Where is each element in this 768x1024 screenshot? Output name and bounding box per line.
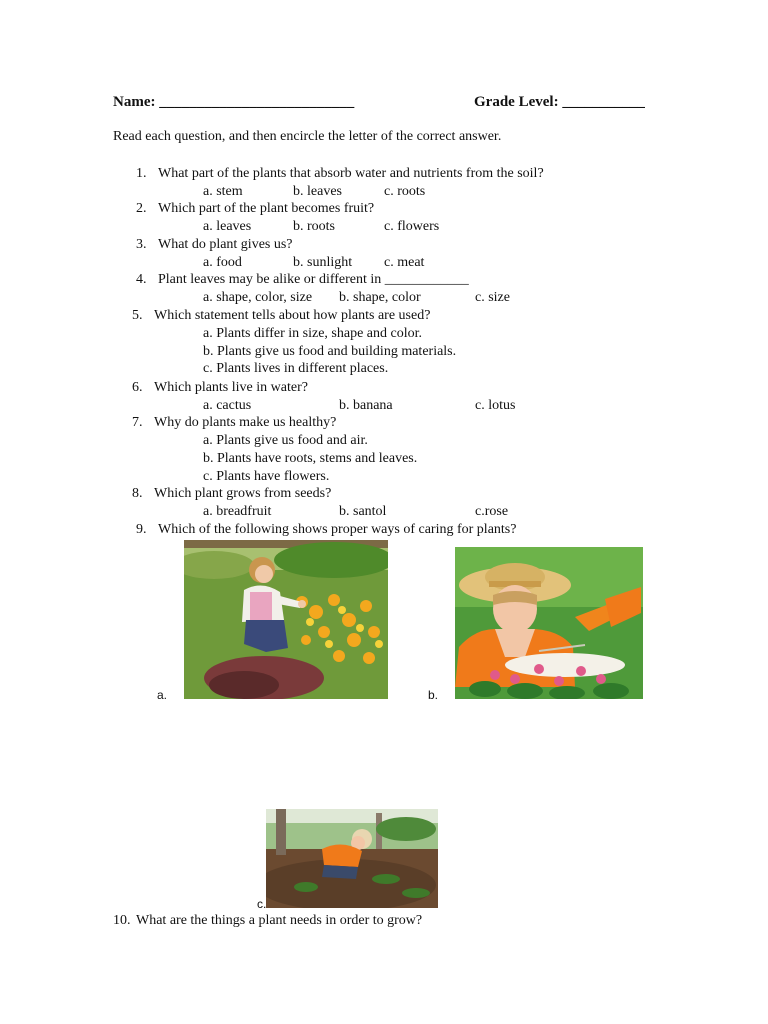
question-text: Which plants live in water? — [154, 380, 308, 395]
grade-level-label-text: Grade Level: — [474, 94, 559, 110]
option-c[interactable]: c. roots — [384, 184, 426, 199]
option-a[interactable]: a. Plants differ in size, shape and color. — [203, 326, 423, 341]
option-c[interactable]: c. flowers — [384, 219, 440, 234]
photo-a-child-picking-flowers — [184, 540, 388, 699]
question-number: 7. — [132, 415, 143, 430]
question-text: Which of the following shows proper ways of caring for plants? — [158, 522, 517, 537]
option-c[interactable]: c. lotus — [475, 398, 516, 413]
instructions: Read each question, and then encircle the letter of the correct answer. — [113, 129, 502, 144]
option-b[interactable]: b. santol — [339, 504, 387, 519]
option-c[interactable]: c. Plants have flowers. — [203, 469, 330, 484]
option-c[interactable]: c. Plants lives in different places. — [203, 361, 389, 376]
question-text: Which part of the plant becomes fruit? — [158, 201, 375, 216]
question-number: 5. — [132, 308, 143, 323]
question-text: Plant leaves may be alike or different in ____________ — [158, 272, 469, 287]
option-b[interactable]: b. shape, color — [339, 290, 421, 305]
question-number: 4. — [136, 272, 147, 287]
question-number: 8. — [132, 486, 143, 501]
option-b[interactable]: b. Plants have roots, stems and leaves. — [203, 451, 418, 466]
question-number: 9. — [136, 522, 147, 537]
question-number: 6. — [132, 380, 143, 395]
question-number: 1. — [136, 166, 147, 181]
option-c[interactable]: c.rose — [475, 504, 509, 519]
question-number: 2. — [136, 201, 147, 216]
name-label — [113, 94, 354, 111]
option-a[interactable]: a. stem — [203, 184, 243, 199]
question-number: 3. — [136, 237, 147, 252]
grade-level-label — [474, 94, 645, 111]
option-b[interactable]: b. sunlight — [293, 255, 353, 270]
option-a[interactable]: a. cactus — [203, 398, 252, 413]
option-a[interactable]: a. breadfruit — [203, 504, 272, 519]
option-a[interactable]: a. shape, color, size — [203, 290, 313, 305]
photo-a-label[interactable]: a. — [157, 688, 168, 702]
question-text: Which plant grows from seeds? — [154, 486, 332, 501]
question-text: What do plant gives us? — [158, 237, 293, 252]
option-c[interactable]: c. meat — [384, 255, 425, 270]
name-label-text: Name: — [113, 94, 156, 110]
photo-c-label[interactable]: c. — [257, 897, 267, 911]
question-text: Why do plants make us healthy? — [154, 415, 337, 430]
option-a[interactable]: a. food — [203, 255, 242, 270]
grade-level-blank[interactable]: ___________ — [562, 94, 645, 110]
photo-c-child-planting — [266, 809, 438, 908]
question-number: 10. — [113, 913, 131, 928]
option-c[interactable]: c. size — [475, 290, 510, 305]
photo-b-woman-watering-plants — [455, 547, 643, 699]
question-text: What part of the plants that absorb water and nutrients from the soil? — [158, 166, 544, 181]
question-text: Which statement tells about how plants are used? — [154, 308, 431, 323]
option-b[interactable]: b. roots — [293, 219, 335, 234]
name-blank[interactable]: __________________________ — [159, 94, 355, 110]
option-a[interactable]: a. leaves — [203, 219, 252, 234]
photo-b-label[interactable]: b. — [428, 688, 439, 702]
option-b[interactable]: b. Plants give us food and building materials. — [203, 344, 457, 359]
option-b[interactable]: b. banana — [339, 398, 393, 413]
option-b[interactable]: b. leaves — [293, 184, 342, 199]
question-text: What are the things a plant needs in order to grow? — [136, 913, 423, 928]
option-a[interactable]: a. Plants give us food and air. — [203, 433, 368, 448]
